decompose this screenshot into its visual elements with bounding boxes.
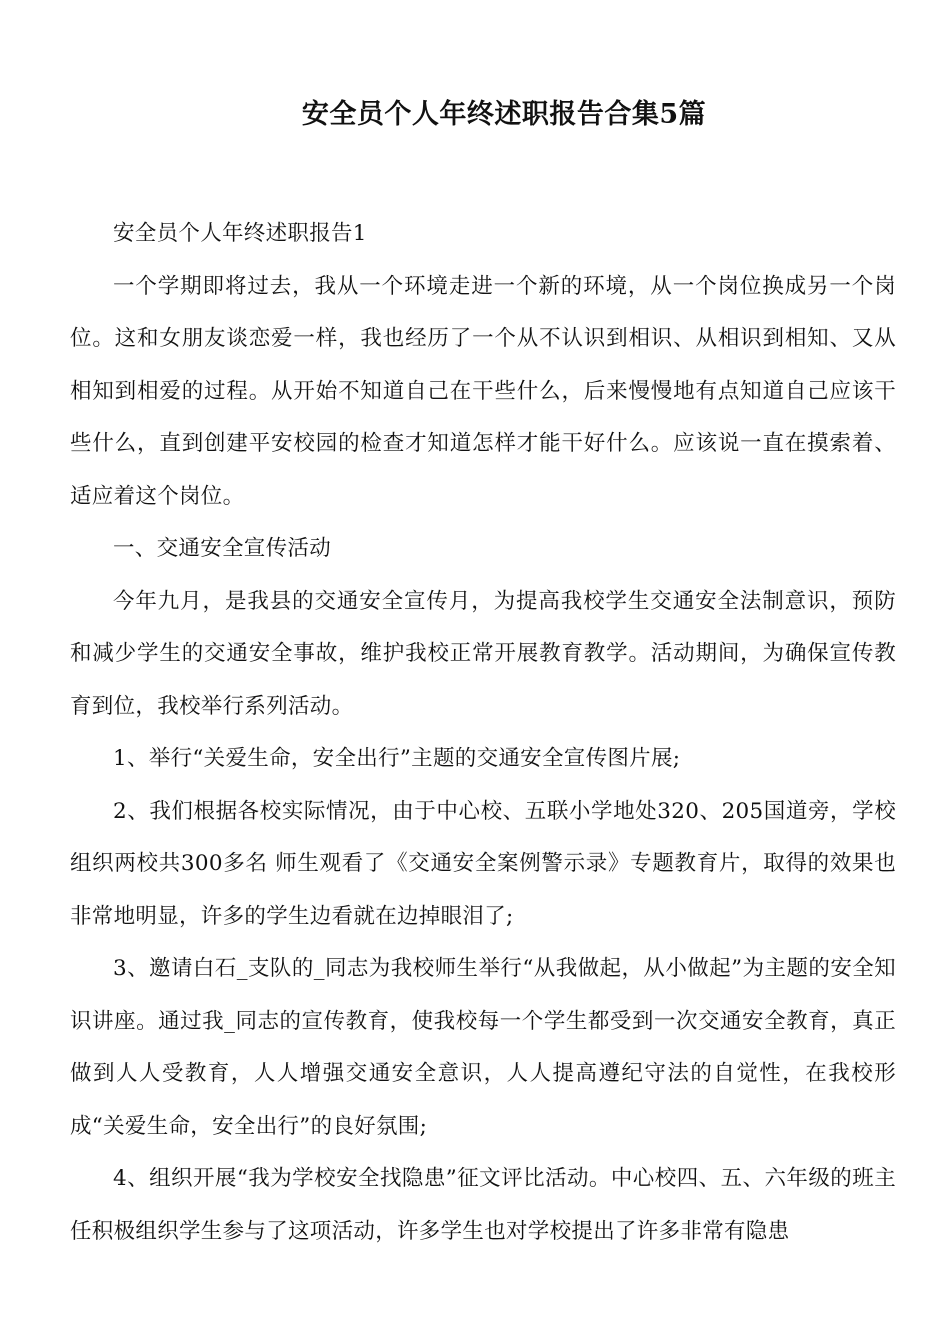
section-heading-report-1: 安全员个人年终述职报告1 [113,221,367,246]
list-item-1: 1、举行“关爱生命，安全出行”主题的交通安全宣传图片展; [113,746,681,771]
document-title: 安全员个人年终述职报告合集5篇 [301,99,707,130]
document-body [70,208,896,1258]
list-item-4: 4、组织开展“我为学校安全找隐患”征文评比活动。中心校四、五、六年级的班主任积极组织学生参与了这项活动，许多学生也对学校提出了许多非常有隐患 [70,1166,896,1244]
section-heading-traffic-safety: 一、交通安全宣传活动 [113,536,332,561]
list-item-3: 3、邀请白石_支队的_同志为我校师生举行“从我做起，从小做起”为主题的安全知识讲座。通过我_同志的宣传教育，使我校每一个学生都受到一次交通安全教育，真正做到人人受教育，人人增强交通安全意识，人人提高遵纪守法的自觉性，在我校形成“关爱生命，安全出行”的良好氛围; [70,956,896,1139]
intro-paragraph: 一个学期即将过去，我从一个环境走进一个新的环境，从一个岗位换成另一个岗位。这和女朋友谈恋爱一样，我也经历了一个从不认识到相识、从相识到相知、又从相知到相爱的过程。从开始不知道自己在干些什么，后来慢慢地有点知道自己应该干些什么，直到创建平安校园的检查才知道怎样才能干好什么。应该说一直在摸索着、适应着这个岗位。 [70,273,896,509]
traffic-month-paragraph: 今年九月，是我县的交通安全宣传月，为提高我校学生交通安全法制意识，预防和减少学生的交通安全事故，维护我校正常开展教育教学。活动期间，为确保宣传教育到位，我校举行系列活动。 [70,588,896,719]
list-item-2: 2、我们根据各校实际情况，由于中心校、五联小学地处320、205国道旁，学校组织两校共300多名 师生观看了《交通安全案例警示录》专题教育片，取得的效果也非常地明显，许多的学生边看就在边掉眼泪了; [70,798,896,929]
